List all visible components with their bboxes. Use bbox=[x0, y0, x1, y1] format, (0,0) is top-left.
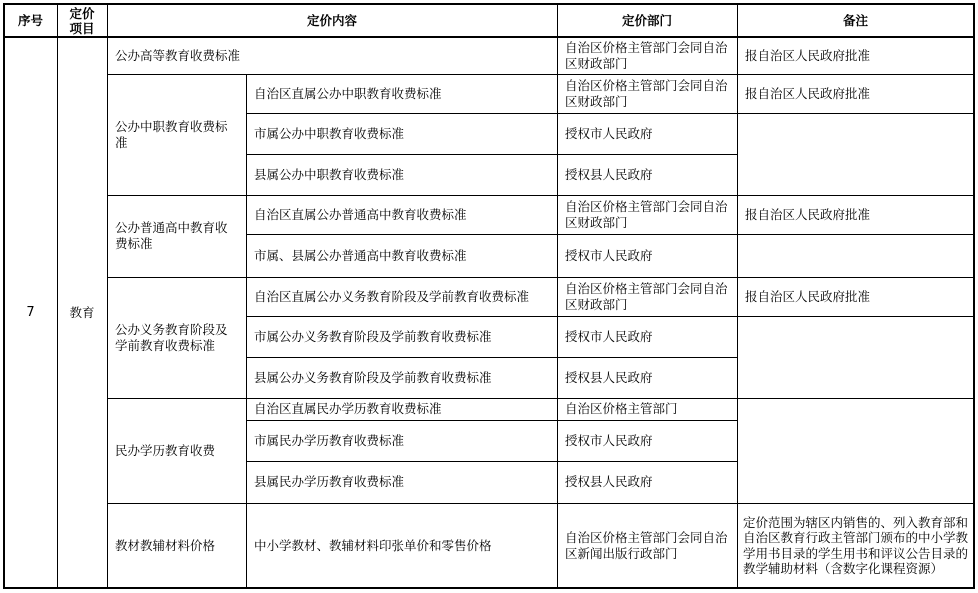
vocational-r3-dept: 授权县人民政府 bbox=[565, 166, 653, 182]
highschool-r1-dept: 自治区价格主管部门会同自治区财政部门 bbox=[565, 198, 728, 230]
highschool-r1-remark: 报自治区人民政府批准 bbox=[745, 206, 871, 222]
header-content: 定价内容 bbox=[306, 12, 357, 28]
border-top bbox=[3, 3, 975, 5]
private-r3-dept: 授权县人民政府 bbox=[565, 474, 653, 489]
hline-header bbox=[3, 36, 975, 38]
compulsory-r3-content: 县属公办义务教育阶段及学前教育收费标准 bbox=[254, 369, 492, 385]
item-value: 教育 bbox=[69, 304, 95, 320]
hline-461 bbox=[246, 461, 737, 462]
hline-357 bbox=[246, 357, 737, 358]
header-item bbox=[57, 4, 107, 37]
highschool-r1-content: 自治区直属公办普通高中教育收费标准 bbox=[254, 206, 467, 222]
hline-113 bbox=[246, 113, 975, 114]
compulsory-r2-content: 市属公办义务教育阶段及学前教育收费标准 bbox=[254, 328, 492, 344]
vocational-r1-remark: 报自治区人民政府批准 bbox=[745, 85, 871, 101]
compulsory-r2-dept: 授权市人民政府 bbox=[565, 328, 653, 344]
private-group: 民办学历教育收费 bbox=[115, 442, 216, 458]
vocational-r1-content: 自治区直属公办中职教育收费标准 bbox=[254, 85, 442, 101]
highschool-r2-dept: 授权市人民政府 bbox=[565, 247, 653, 263]
border-right bbox=[973, 3, 975, 589]
compulsory-r1-dept: 自治区价格主管部门会同自治区财政部门 bbox=[565, 280, 728, 312]
private-r1-dept: 自治区价格主管部门 bbox=[565, 401, 678, 416]
compulsory-r1-remark: 报自治区人民政府批准 bbox=[745, 288, 871, 304]
vline-seq bbox=[57, 3, 58, 588]
seq-value: 7 bbox=[26, 304, 35, 320]
compulsory-r1-content: 自治区直属公办义务教育阶段及学前教育收费标准 bbox=[254, 288, 530, 304]
header-item-line2: 项目 bbox=[69, 20, 95, 36]
border-left bbox=[3, 3, 5, 589]
header-remark: 备注 bbox=[842, 12, 868, 28]
vocational-group: 公办中职教育收费标准 bbox=[115, 118, 228, 150]
vline-sub bbox=[246, 74, 247, 588]
textbook-content: 中小学教材、教辅材料印张单价和零售价格 bbox=[254, 537, 492, 553]
private-r2-content: 市属民办学历教育收费标准 bbox=[254, 432, 405, 448]
vline-item bbox=[107, 3, 108, 588]
header-item-line1: 定价 bbox=[69, 5, 95, 21]
hline-74 bbox=[107, 74, 975, 75]
hline-503 bbox=[107, 503, 975, 504]
vline-remark bbox=[737, 3, 738, 588]
vocational-r1-dept: 自治区价格主管部门会同自治区财政部门 bbox=[565, 77, 728, 109]
highschool-group: 公办普通高中教育收费标准 bbox=[115, 220, 228, 251]
hline-234 bbox=[246, 234, 975, 235]
private-r1-content: 自治区直属民办学历教育收费标准 bbox=[254, 401, 442, 416]
higher-edu-remark: 报自治区人民政府批准 bbox=[745, 47, 871, 63]
hline-316 bbox=[246, 316, 975, 317]
private-r2-dept: 授权市人民政府 bbox=[565, 432, 653, 448]
higher-edu-dept: 自治区价格主管部门会同自治区财政部门 bbox=[565, 39, 728, 71]
vocational-r2-dept: 授权市人民政府 bbox=[565, 125, 653, 141]
highschool-r2-content: 市属、县属公办普通高中教育收费标准 bbox=[254, 247, 467, 263]
higher-edu-content: 公办高等教育收费标准 bbox=[115, 47, 241, 63]
header-dept: 定价部门 bbox=[621, 12, 672, 28]
private-r3-content: 县属民办学历教育收费标准 bbox=[254, 474, 405, 489]
vocational-r3-content: 县属公办中职教育收费标准 bbox=[254, 166, 405, 182]
hline-277 bbox=[107, 277, 975, 278]
hline-154 bbox=[246, 154, 737, 155]
compulsory-group: 公办义务教育阶段及学前教育收费标准 bbox=[115, 321, 228, 353]
textbook-group: 教材教辅材料价格 bbox=[115, 537, 216, 553]
textbook-remark: 定价范围为辖区内销售的、列入教育部和自治区教育行政主管部门颁布的中小学教学用书目录的学生用书和评议公告目录的教学辅助材料（含数字化课程资源） bbox=[743, 514, 969, 576]
hline-420 bbox=[246, 420, 737, 421]
compulsory-r3-dept: 授权县人民政府 bbox=[565, 369, 653, 385]
header-seq: 序号 bbox=[17, 12, 43, 28]
vline-dept bbox=[557, 3, 558, 588]
border-bottom bbox=[3, 587, 975, 589]
hline-195 bbox=[107, 195, 975, 196]
hline-398 bbox=[107, 398, 975, 399]
textbook-dept: 自治区价格主管部门会同自治区新闻出版行政部门 bbox=[565, 529, 728, 561]
vocational-r2-content: 市属公办中职教育收费标准 bbox=[254, 125, 405, 141]
